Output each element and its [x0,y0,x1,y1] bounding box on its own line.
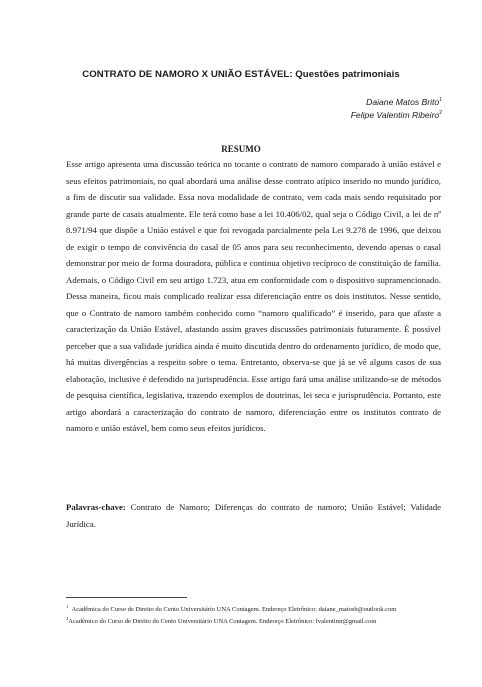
author-footnote-mark: 1 [439,97,442,103]
keywords-paragraph [66,499,441,532]
footnote [66,615,441,627]
author-list [351,95,442,121]
author-entry [351,95,442,108]
paper-title: CONTRATO DE NAMORO X UNIÃO ESTÁVEL: Questões patrimoniais [82,69,400,80]
footnotes [66,603,441,626]
keywords-text: Contrato de Namoro; Diferenças do contrato de namoro; União Estável; Validade Jurídica. [66,502,441,529]
footnote [66,603,441,615]
footnote-mark: 2 [66,615,69,621]
footnote-text: Acadêmico do Curso de Direito do Cento Universitário UNA Contagem. Endereço Eletrônico: fvalentimr@gmail.com [68,617,377,625]
abstract-heading: RESUMO [221,144,261,154]
abstract-text: Esse artigo apresenta uma discussão teórica no tocante o contrato de namoro comparado à união estável e seus efeitos patrimoniais, no qual abordará uma análise desse contrato atípico inserido no mundo jurídico, a fim de discutir sua validade. Essa nova modalidade de contrato, vem cada mais sendo requisitado por grande parte de casais atualmente. Ele terá como base a lei 10.406/02, qual seja o Código Civil, a lei de nº 8.971/94 que dispõe a União estável e que foi revogada parcialmente pela Lei 9.278 de 1996, que deixou de exigir o tempo de convivência do casal de 05 anos para seu reconhecimento, devendo apenas o casal demonstrar por meio de forma douradora, pública e continua objetivo recíproco de constituição de família. Ademais, o Código Civil em seu artigo 1.723, atua em conformidade com o dispositivo supramencionado. Dessa maneira, ficou mais complicado realizar essa diferenciação entre os dois institutos. Nesse sentido, que o Contrato de namoro também conhecido como “namoro qualificado” é inserido, para que afaste a caracterização da União Estável, afastando assim graves discussões patrimoniais futuramente. É possível perceber que a sua validade jurídica ainda é muito discutida dentro do ordenamento jurídico, de modo que, há muitas divergências a respeito sobre o tema. Entretanto, observa-se que já se vê alguns casos de sua elaboração, inclusive é defendido na jurisprudência. Esse artigo fará uma análise utilizando-se de métodos de pesquisa científica, legislativa, trazendo exemplos de doutrinas, lei seca e jurisprudência. Portanto, este artigo abordará a caracterização do contrato de namoro, diferenciação entre os institutos contrato de namoro e união estável, bem como seus efeitos jurídicos. [66,159,441,433]
footnote-divider [66,597,187,598]
author-name: Daiane Matos Brito [366,97,440,107]
footnote-text: Acadêmica do Curso de Direito do Cento Universitário UNA Contagem. Endereço Eletrônico: daiane_matosb@outlook.com [71,606,397,613]
author-entry [351,108,442,121]
footnote-mark: 1 [66,604,69,609]
author-footnote-mark: 2 [439,110,442,116]
author-name: Felipe Valentim Ribeiro [350,110,440,120]
keywords-label: Palavras-chave: [66,502,126,512]
